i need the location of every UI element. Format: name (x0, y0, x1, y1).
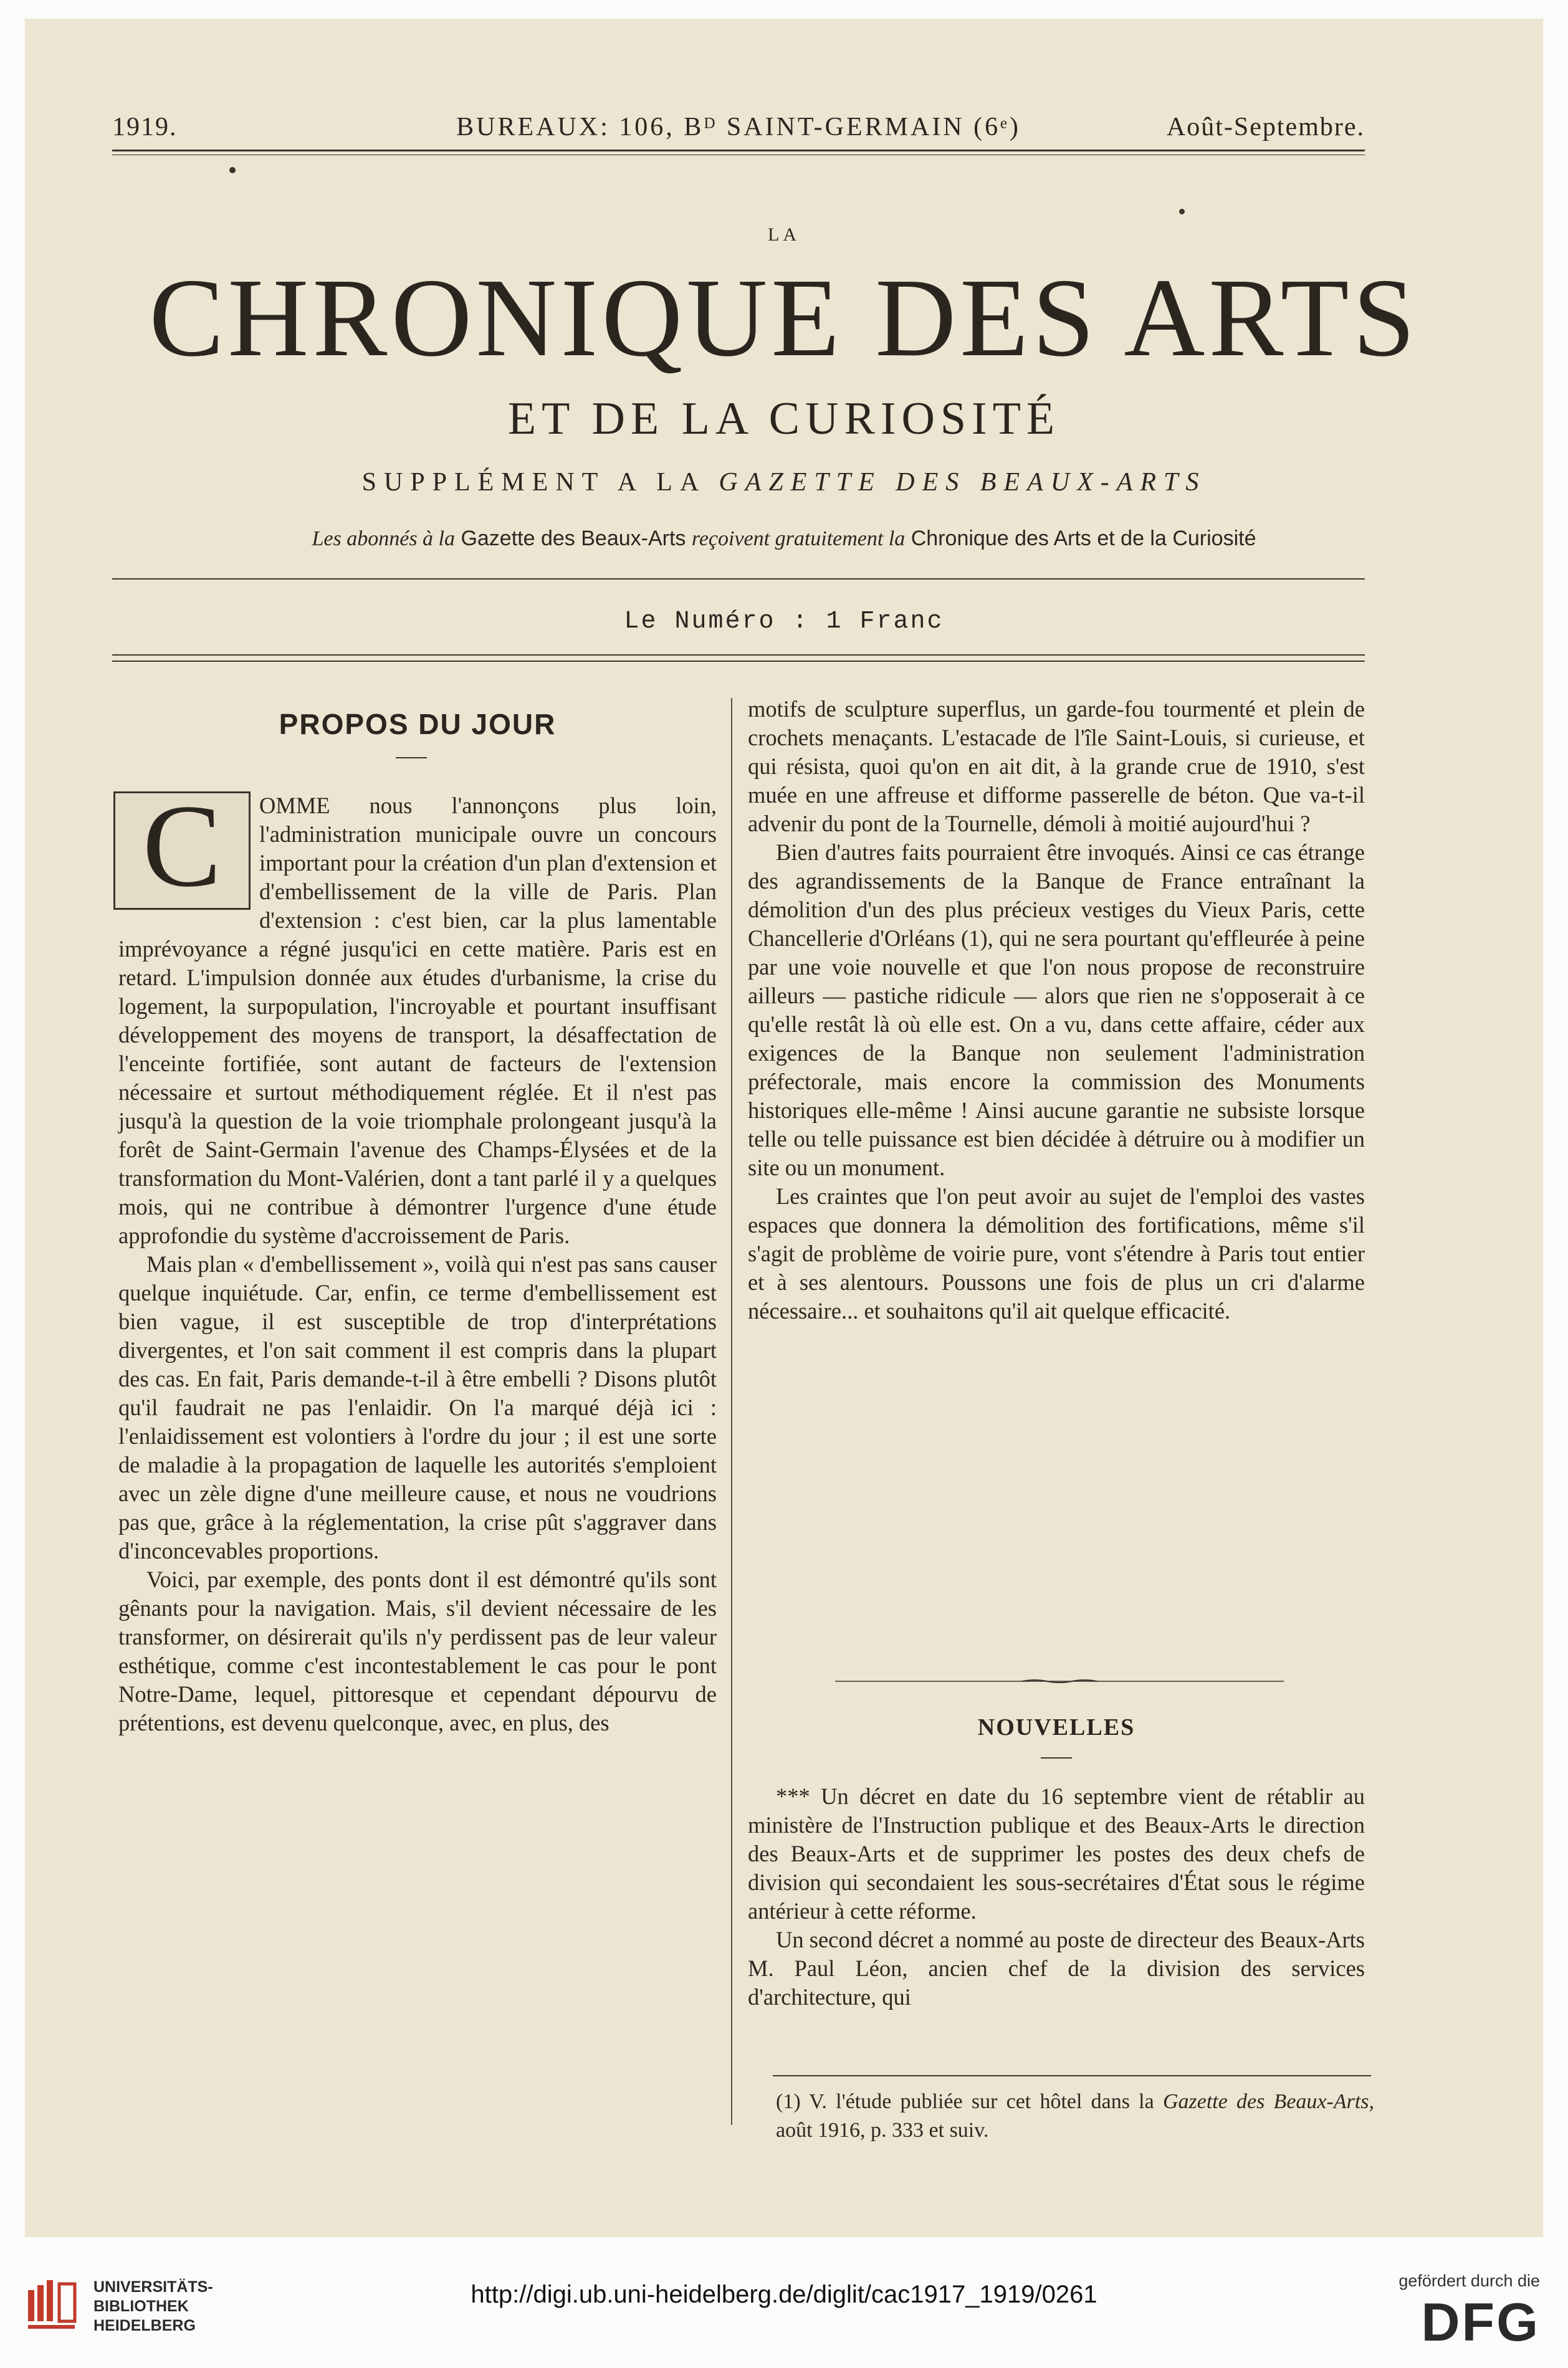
subscribers-note (25, 527, 1543, 551)
dropcap-letter: C (142, 781, 222, 912)
price-rule (112, 654, 1365, 656)
masthead-la: LA (768, 224, 800, 245)
masthead-supplement (25, 467, 1543, 497)
header-date: Août-Septembre. (1166, 113, 1365, 141)
section-heading-propos: PROPOS DU JOUR (279, 708, 557, 740)
section-heading-nouvelles: NOUVELLES (977, 1714, 1135, 1740)
paragraph: Les craintes que l'on peut avoir au sujet de l'emploi des vastes espaces que donnera la démolition des fortifications, même s'il s'agit de problème de voirie pure, vont s'étendre à Paris tout entier et à ses alentours. Poussons une fois de plus un cri d'alarme nécessaire... et souhaitons qu'il ait quelque efficacité. (748, 1183, 1365, 1324)
paragraph: Bien d'autres faits pourraient être invoqués. Ainsi ce cas étrange des agrandissements de la Banque de France entraînant la démolition d'un des plus précieux vestiges du Vieux Paris, cette Chancellerie d'Orléans (1), qui ne sera pourtant qu'effleurée à peine par une voie nouvelle et que l'on nous propose de reconstruire ailleurs — pastiche ridicule — alors que rien ne s'opposerait à ce qu'elle restât là où elle est. On a vu, dans cette affaire, céder aux exigences de la Banque non seulement l'administration préfectorale, mais encore la commission des Monuments historiques elle-même ! Ainsi aucune garantie ne subsiste lorsque telle ou telle puissance est bien décidée à détruire ou à modifier un site ou un monument. (748, 839, 1365, 1180)
heading-dash (1041, 1757, 1072, 1759)
library-line: BIBLIOTHEK (93, 2298, 189, 2315)
footnote-gazette: Gazette des Beaux-Arts, (1162, 2090, 1374, 2113)
masthead-rule (112, 578, 1365, 580)
library-line: HEIDELBERG (93, 2317, 196, 2334)
permalink-url[interactable]: http://digi.ub.uni-heidelberg.de/diglit/cac1917_1919/0261 (471, 2281, 1097, 2308)
abonnes-text-3: reçoivent gratuitement la (691, 527, 906, 550)
column-separator (731, 698, 732, 2125)
abonnes-text-2: Gazette des Beaux-Arts (461, 527, 686, 550)
footnote-text-end: août 1916, p. 333 et suiv. (776, 2119, 989, 2142)
ink-mark (1179, 209, 1185, 214)
paragraph: Voici, par exemple, des ponts dont il est démontré qu'ils sont gênants pour la navigation. Mais, s'il devient nécessaire de les transformer, on désirerait qu'ils n'y perdissent pas de leur valeur esthétique, comme c'est incontestablement le cas pour le pont Notre-Dame, lequel, pittoresque et cependant dépourvu de prétentions, est devenu quelconque, avec, en plus, des (118, 1567, 717, 1735)
paragraph (118, 781, 717, 1250)
library-line: UNIVERSITÄTS- (93, 2278, 213, 2296)
abonnes-text-1: Les abonnés à la (312, 527, 455, 550)
paragraph: Mais plan « d'embellissement », voilà qui n'est pas sans causer quelque inquiétude. Car, enfin, ce terme d'embellissement est bien vague, il est susceptible de trop d'interprétations divergentes, et l'on sait comment il est compris dans la plupart des cas. En fait, Paris demande-t-il à être embelli ? Disons plutôt qu'il faudrait ne pas l'enlaidir. On l'a marqué déjà ici : l'enlaidissement est volontiers à l'ordre du jour ; il est une sorte de maladie à la propagation de laquelle les autorités s'emploient avec un zèle digne d'une meilleure cause, et nous ne voudrions pas que, grâce à la réglementation, la crise pût s'aggraver dans d'inconcevables proportions. (118, 1251, 717, 1564)
ink-mark (229, 167, 236, 173)
masthead-subtitle: ET DE LA CURIOSITÉ (507, 393, 1061, 444)
news-item: *** Un décret en date du 16 septembre vient de rétablir au ministère de l'Instruction publique et des Beaux-Arts le direction des Beaux-Arts et de supprimer les postes des deux chefs de division qui secondaient les sous-secrétaires d'État sous le régime antérieur à cette réforme. (748, 1783, 1365, 1924)
viewer-footer-bar (0, 2243, 1568, 2368)
heading-dash (396, 757, 427, 758)
dfg-logo[interactable] (1398, 2271, 1540, 2352)
header-rule (112, 150, 1365, 151)
newspaper-page (25, 19, 1543, 2237)
header-year: 1919. (112, 113, 178, 141)
footnote-text: (1) V. l'étude publiée sur cet hôtel dans la (776, 2090, 1154, 2113)
supplement-prefix: SUPPLÉMENT A LA (361, 468, 705, 497)
paragraph: motifs de sculpture superflus, un garde-fou tourmenté et plein de crochets menaçants. L'estacade de l'île Saint-Louis, si curieuse, et qui résista, quoi qu'on en ait dit, à la grande crue de 1910, s'est muée en une affreuse et difforme passerelle de béton. Que va-t-il advenir du pont de la Tournelle, démoli à moitié aujourd'hui ? (748, 696, 1365, 836)
footnote (776, 2088, 1374, 2145)
news-column (748, 1782, 1365, 2012)
paragraph-text: OMME nous l'annonçons plus loin, l'administration municipale ouvre un concours important pour la création d'un plan d'extension et d'embellissement de la ville de Paris. Plan d'extension : c'est bien, car la plus lamentable imprévoyance a régné jusqu'ici en cette matière. Paris est en retard. L'impulsion donnée aux études d'urbanisme, la crise du logement, la surpopulation, l'incroyable et pourtant insuffisant développement des moyens de transport, la désaffectation de l'enceinte fortifiée, sont autant de facteurs de l'extension nécessaire et surtout méthodiquement réglée. Et il n'est pas jusqu'à la question de la voie triomphale prolongeant jusqu'à la forêt de Saint-Germain l'avenue des Champs-Élysées et de la transformation du Mont-Valérien, dont a tant parlé il y a quelques mois, qui ne contribue à démontrer l'urgence d'une étude approfondie du système d'accroissement de Paris. (118, 793, 717, 1248)
dropcap-ornament (113, 781, 251, 912)
masthead-title: CHRONIQUE DES ARTS (149, 255, 1419, 380)
issue-price: Le Numéro : 1 Franc (624, 608, 944, 636)
abonnes-text-4: Chronique des Arts et de la Curiosité (911, 527, 1256, 550)
supplement-gazette: GAZETTE DES BEAUX-ARTS (719, 468, 1207, 497)
right-column (748, 695, 1365, 1325)
section-ornament (835, 1679, 1284, 1683)
header-address: BUREAUX: 106, Bᴰ SAINT-GERMAIN (6ᵉ) (456, 113, 1021, 141)
running-header (112, 112, 1365, 150)
news-item: Un second décret a nommé au poste de directeur des Beaux-Arts M. Paul Léon, ancien chef de la division des services d'architecture, qui (748, 1927, 1365, 2010)
funded-by-label: gefördert durch die (1398, 2271, 1540, 2290)
price-rule-double (112, 661, 1365, 662)
dfg-wordmark: DFG (1421, 2293, 1540, 2352)
left-column (118, 781, 717, 1737)
footnote-rule (773, 2075, 1371, 2076)
